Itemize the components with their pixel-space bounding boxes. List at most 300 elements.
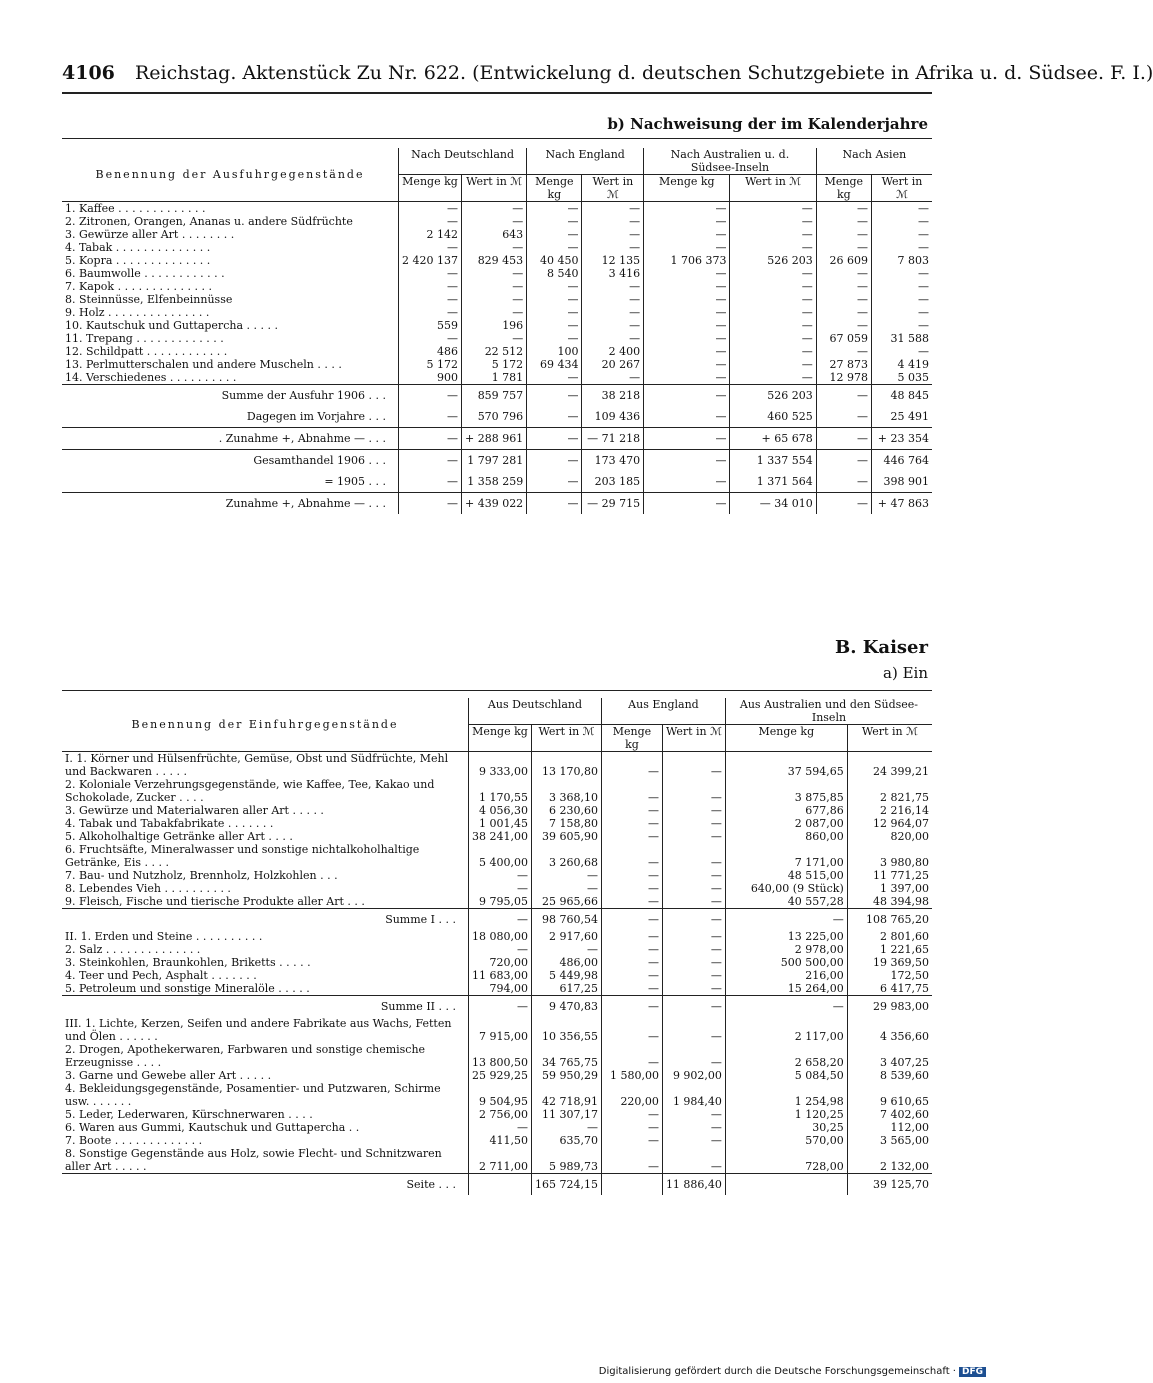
- cell-value: —: [601, 804, 662, 817]
- cell-value: —: [644, 293, 730, 306]
- table-row: [62, 267, 932, 280]
- summary-label: = 1905 . . .: [324, 475, 386, 488]
- row-label: 8. Steinnüsse, Elfenbeinnüsse: [65, 293, 233, 306]
- cell-value: 526 203: [730, 385, 816, 407]
- cell-value: —: [399, 406, 462, 428]
- cell-value: —: [582, 228, 644, 241]
- cell-value: 3 368,10: [531, 778, 601, 804]
- cell-value: —: [644, 202, 730, 216]
- table-row: [62, 228, 932, 241]
- summary-row: [62, 406, 932, 428]
- row-label: 13. Perlmutterschalen und andere Muscheln . . . .: [65, 358, 342, 371]
- value-subheader: Wert in ℳ: [531, 725, 601, 752]
- cell-value: —: [730, 345, 816, 358]
- cell-value: —: [872, 202, 933, 216]
- cell-value: 6 417,75: [847, 982, 932, 996]
- cell-value: 5 172: [461, 358, 526, 371]
- cell-value: —: [730, 358, 816, 371]
- cell-value: [725, 1174, 847, 1196]
- cell-value: 5 449,98: [531, 969, 601, 982]
- cell-value: 570,00: [725, 1134, 847, 1147]
- table-row: [62, 306, 932, 319]
- cell-value: 500 500,00: [725, 956, 847, 969]
- group-header: Nach Australien u. d. Südsee-Inseln: [644, 148, 817, 175]
- cell-value: 173 470: [582, 450, 644, 472]
- cell-value: —: [816, 406, 871, 428]
- cell-value: —: [872, 215, 933, 228]
- cell-value: 2 821,75: [847, 778, 932, 804]
- cell-value: 37 594,65: [725, 752, 847, 779]
- cell-value: —: [662, 882, 725, 895]
- row-label: 5. Kopra . . . . . . . . . . . . . .: [65, 254, 211, 267]
- cell-value: 900: [399, 371, 462, 385]
- cell-value: —: [461, 202, 526, 216]
- cell-value: —: [730, 267, 816, 280]
- cell-value: —: [527, 293, 582, 306]
- cell-value: 59 950,29: [531, 1069, 601, 1082]
- table-row: [62, 293, 932, 306]
- cell-value: —: [601, 1147, 662, 1174]
- cell-value: 460 525: [730, 406, 816, 428]
- cell-value: — 29 715: [582, 493, 644, 515]
- cell-value: —: [662, 909, 725, 931]
- row-label: 4. Tabak und Tabakfabrikate . . . . . . .: [65, 817, 274, 830]
- table-row: [62, 241, 932, 254]
- cell-value: —: [601, 943, 662, 956]
- cell-value: —: [601, 778, 662, 804]
- summary-row: [62, 996, 932, 1018]
- table-row: [62, 895, 932, 909]
- row-label: 8. Sonstige Gegenstände aus Holz, sowie Flecht- und Schnitzwaren aller Art . . . . .: [65, 1147, 442, 1173]
- cell-value: —: [527, 241, 582, 254]
- summary-row: [62, 471, 932, 493]
- cell-value: —: [730, 215, 816, 228]
- cell-value: —: [662, 1017, 725, 1043]
- table-row: [62, 1108, 932, 1121]
- cell-value: 40 557,28: [725, 895, 847, 909]
- cell-value: —: [531, 882, 601, 895]
- cell-value: 2 917,60: [531, 930, 601, 943]
- cell-value: —: [601, 1108, 662, 1121]
- cell-value: —: [872, 345, 933, 358]
- cell-value: 2 420 137: [399, 254, 462, 267]
- cell-value: —: [872, 319, 933, 332]
- table-row: [62, 869, 932, 882]
- cell-value: 31 588: [872, 332, 933, 345]
- summary-label: Summe der Ausfuhr 1906 . . .: [62, 385, 399, 407]
- cell-value: —: [662, 804, 725, 817]
- table-row: [62, 830, 932, 843]
- cell-value: —: [816, 471, 871, 493]
- cell-value: 67 059: [816, 332, 871, 345]
- cell-value: —: [872, 241, 933, 254]
- cell-value: 2 117,00: [725, 1017, 847, 1043]
- cell-value: —: [601, 982, 662, 996]
- cell-value: 203 185: [582, 471, 644, 493]
- cell-value: 7 171,00: [725, 843, 847, 869]
- cell-value: 1 984,40: [662, 1082, 725, 1108]
- cell-value: 570 796: [461, 406, 526, 428]
- cell-value: —: [601, 1017, 662, 1043]
- cell-value: —: [461, 306, 526, 319]
- cell-value: 9 470,83: [531, 996, 601, 1018]
- page-number: 4106: [62, 62, 115, 84]
- table-row: [62, 930, 932, 943]
- cell-value: —: [662, 1108, 725, 1121]
- cell-value: 2 711,00: [469, 1147, 532, 1174]
- cell-value: 100: [527, 345, 582, 358]
- value-subheader: Wert in ℳ: [730, 175, 816, 202]
- cell-value: —: [816, 280, 871, 293]
- row-label: 6. Baumwolle . . . . . . . . . . . .: [65, 267, 225, 280]
- cell-value: —: [662, 843, 725, 869]
- cell-value: 39 605,90: [531, 830, 601, 843]
- cell-value: —: [816, 202, 871, 216]
- cell-value: —: [399, 385, 462, 407]
- cell-value: —: [725, 996, 847, 1018]
- qty-subheader: Menge kg: [816, 175, 871, 202]
- cell-value: 8 540: [527, 267, 582, 280]
- cell-value: 720,00: [469, 956, 532, 969]
- cell-value: —: [399, 280, 462, 293]
- summary-row: [62, 909, 932, 931]
- cell-value: —: [601, 869, 662, 882]
- cell-value: 10 356,55: [531, 1017, 601, 1043]
- row-label: 5. Leder, Lederwaren, Kürschnerwaren . . . .: [65, 1108, 313, 1121]
- group-header: Aus Australien und den Südsee-Inseln: [725, 698, 932, 725]
- cell-value: —: [601, 930, 662, 943]
- cell-value: 794,00: [469, 982, 532, 996]
- cell-value: —: [399, 293, 462, 306]
- cell-value: 2 087,00: [725, 817, 847, 830]
- table-row: [62, 345, 932, 358]
- cell-value: —: [662, 1147, 725, 1174]
- table1-top-rule: [62, 138, 932, 139]
- cell-value: 4 056,30: [469, 804, 532, 817]
- cell-value: 5 400,00: [469, 843, 532, 869]
- cell-value: + 439 022: [461, 493, 526, 515]
- cell-value: 112,00: [847, 1121, 932, 1134]
- cell-value: —: [582, 280, 644, 293]
- row-label: 2. Salz . . . . . . . . . . . . . .: [65, 943, 201, 956]
- cell-value: —: [730, 306, 816, 319]
- cell-value: —: [527, 450, 582, 472]
- cell-value: —: [644, 371, 730, 385]
- cell-value: —: [816, 345, 871, 358]
- cell-value: —: [399, 215, 462, 228]
- cell-value: 40 450: [527, 254, 582, 267]
- cell-value: 677,86: [725, 804, 847, 817]
- cell-value: —: [527, 385, 582, 407]
- group-header: Nach England: [527, 148, 644, 175]
- cell-value: —: [662, 996, 725, 1018]
- cell-value: —: [816, 319, 871, 332]
- cell-value: —: [662, 869, 725, 882]
- cell-value: 11 683,00: [469, 969, 532, 982]
- cell-value: —: [531, 1121, 601, 1134]
- cell-value: —: [872, 306, 933, 319]
- cell-value: —: [469, 869, 532, 882]
- cell-value: —: [461, 280, 526, 293]
- row-label: 11. Trepang . . . . . . . . . . . . .: [65, 332, 224, 345]
- row-label: 3. Steinkohlen, Braunkohlen, Briketts . . . . .: [65, 956, 311, 969]
- table-row: [62, 280, 932, 293]
- table-row: [62, 371, 932, 385]
- cell-value: —: [527, 215, 582, 228]
- cell-value: —: [527, 228, 582, 241]
- cell-value: 172,50: [847, 969, 932, 982]
- row-label: 3. Gewürze aller Art . . . . . . . .: [65, 228, 235, 241]
- table-row: [62, 804, 932, 817]
- cell-value: 2 756,00: [469, 1108, 532, 1121]
- summary-label: Gesamthandel 1906 . . .: [62, 450, 399, 472]
- cell-value: —: [582, 306, 644, 319]
- cell-value: —: [601, 817, 662, 830]
- cell-value: —: [461, 267, 526, 280]
- cell-value: —: [399, 493, 462, 515]
- cell-value: —: [644, 471, 730, 493]
- cell-value: —: [582, 371, 644, 385]
- row-label: 3. Gewürze und Materialwaren aller Art . . . . .: [65, 804, 324, 817]
- cell-value: 98 760,54: [531, 909, 601, 931]
- row-label: 7. Bau- und Nutzholz, Brennholz, Holzkohlen . . .: [65, 869, 338, 882]
- summary-row: [62, 1174, 932, 1196]
- row-label: 14. Verschiedenes . . . . . . . . . .: [65, 371, 237, 384]
- table-row: [62, 215, 932, 228]
- cell-value: —: [816, 493, 871, 515]
- cell-value: —: [582, 241, 644, 254]
- cell-value: + 47 863: [872, 493, 933, 515]
- cell-value: —: [644, 345, 730, 358]
- col-header-name: Benennung der Einfuhrgegenstände: [62, 698, 469, 752]
- cell-value: —: [601, 843, 662, 869]
- cell-value: 9 333,00: [469, 752, 532, 779]
- row-label: 12. Schildpatt . . . . . . . . . . . .: [65, 345, 228, 358]
- cell-value: 1 337 554: [730, 450, 816, 472]
- footer-text: Digitalisierung gefördert durch die Deutsche Forschungsgemeinschaft ·: [598, 1366, 956, 1377]
- cell-value: 13 225,00: [725, 930, 847, 943]
- row-label: 9. Holz . . . . . . . . . . . . . . .: [65, 306, 210, 319]
- cell-value: 108 765,20: [847, 909, 932, 931]
- cell-value: 11 307,17: [531, 1108, 601, 1121]
- cell-value: —: [527, 493, 582, 515]
- group-header: Aus England: [601, 698, 725, 725]
- cell-value: —: [644, 228, 730, 241]
- cell-value: 196: [461, 319, 526, 332]
- cell-value: —: [582, 332, 644, 345]
- cell-value: —: [662, 1043, 725, 1069]
- cell-value: 4 356,60: [847, 1017, 932, 1043]
- table-row: [62, 943, 932, 956]
- cell-value: 11 771,25: [847, 869, 932, 882]
- cell-value: 34 765,75: [531, 1043, 601, 1069]
- row-label: 2. Koloniale Verzehrungsgegenstände, wie Kaffee, Tee, Kakao und Schokolade, Zucker . . . .: [65, 778, 435, 804]
- row-label: 4. Bekleidungsgegenstände, Posamentier- und Putzwaren, Schirme usw. . . . . . .: [65, 1082, 441, 1108]
- cell-value: 9 504,95: [469, 1082, 532, 1108]
- cell-value: —: [527, 306, 582, 319]
- cell-value: —: [816, 450, 871, 472]
- cell-value: 24 399,21: [847, 752, 932, 779]
- cell-value: 3 407,25: [847, 1043, 932, 1069]
- cell-value: 7 158,80: [531, 817, 601, 830]
- cell-value: 8 539,60: [847, 1069, 932, 1082]
- cell-value: —: [644, 493, 730, 515]
- table-row: [62, 358, 932, 371]
- cell-value: —: [816, 215, 871, 228]
- cell-value: 829 453: [461, 254, 526, 267]
- cell-value: 42 718,91: [531, 1082, 601, 1108]
- cell-value: —: [730, 241, 816, 254]
- cell-value: —: [469, 943, 532, 956]
- cell-value: 820,00: [847, 830, 932, 843]
- cell-value: —: [662, 895, 725, 909]
- cell-value: —: [399, 306, 462, 319]
- page-title: Reichstag. Aktenstück Zu Nr. 622. (Entwickelung d. deutschen Schutzgebiete in Afrika u. d. Südsee. F. I.): [134, 62, 1153, 84]
- cell-value: —: [644, 280, 730, 293]
- cell-value: —: [662, 943, 725, 956]
- cell-value: 559: [399, 319, 462, 332]
- cell-value: —: [582, 202, 644, 216]
- cell-value: —: [816, 267, 871, 280]
- summary-label: . Zunahme +, Abnahme — . . .: [62, 428, 399, 450]
- cell-value: —: [662, 969, 725, 982]
- table1-subtitle: b) Nachweisung der im Kalenderjahre: [607, 115, 928, 133]
- cell-value: —: [469, 882, 532, 895]
- row-label: 5. Alkoholhaltige Getränke aller Art . . . .: [65, 830, 293, 843]
- row-label: 6. Fruchtsäfte, Mineralwasser und sonstige nichtalkoholhaltige Getränke, Eis . . . .: [65, 843, 420, 869]
- cell-value: —: [662, 956, 725, 969]
- cell-value: —: [730, 332, 816, 345]
- summary-label: Zunahme +, Abnahme — . . .: [62, 493, 399, 515]
- cell-value: —: [469, 909, 532, 931]
- footer: [599, 1366, 986, 1377]
- cell-value: —: [730, 280, 816, 293]
- cell-value: 15 264,00: [725, 982, 847, 996]
- cell-value: 1 580,00: [601, 1069, 662, 1082]
- cell-value: 2 801,60: [847, 930, 932, 943]
- header-rule: [62, 92, 932, 94]
- cell-value: —: [461, 241, 526, 254]
- cell-value: —: [527, 471, 582, 493]
- row-label: 8. Lebendes Vieh . . . . . . . . . .: [65, 882, 231, 895]
- section-b-subtitle: a) Ein: [883, 664, 928, 682]
- cell-value: —: [461, 215, 526, 228]
- cell-value: —: [601, 882, 662, 895]
- cell-value: —: [644, 319, 730, 332]
- cell-value: —: [469, 996, 532, 1018]
- cell-value: 1 001,45: [469, 817, 532, 830]
- cell-value: —: [601, 996, 662, 1018]
- cell-value: —: [662, 830, 725, 843]
- cell-value: 526 203: [730, 254, 816, 267]
- value-subheader: Wert in ℳ: [662, 725, 725, 752]
- cell-value: —: [582, 319, 644, 332]
- cell-value: —: [527, 319, 582, 332]
- cell-value: —: [399, 332, 462, 345]
- cell-value: —: [601, 1043, 662, 1069]
- cell-value: 48 394,98: [847, 895, 932, 909]
- cell-value: —: [816, 428, 871, 450]
- section-b-title: B. Kaiser: [835, 637, 928, 658]
- cell-value: 1 397,00: [847, 882, 932, 895]
- cell-value: 4 419: [872, 358, 933, 371]
- cell-value: —: [816, 241, 871, 254]
- cell-value: — 34 010: [730, 493, 816, 515]
- cell-value: —: [872, 267, 933, 280]
- cell-value: —: [527, 280, 582, 293]
- summary-label: Dagegen im Vorjahre . . .: [246, 410, 386, 423]
- cell-value: 2 978,00: [725, 943, 847, 956]
- cell-value: 216,00: [725, 969, 847, 982]
- cell-value: —: [644, 332, 730, 345]
- table-row: [62, 882, 932, 895]
- cell-value: —: [730, 202, 816, 216]
- table-row: [62, 817, 932, 830]
- cell-value: —: [644, 267, 730, 280]
- cell-value: 1 797 281: [461, 450, 526, 472]
- table-row: [62, 1017, 932, 1043]
- cell-value: —: [601, 752, 662, 779]
- qty-subheader: Menge kg: [527, 175, 582, 202]
- cell-value: —: [461, 332, 526, 345]
- row-label: 2. Drogen, Apothekerwaren, Farbwaren und sonstige chemische Erzeugnisse . . . .: [65, 1043, 426, 1069]
- cell-value: 1 170,55: [469, 778, 532, 804]
- row-label: 7. Boote . . . . . . . . . . . . .: [65, 1134, 203, 1147]
- cell-value: 165 724,15: [531, 1174, 601, 1196]
- cell-value: 1 358 259: [461, 471, 526, 493]
- cell-value: —: [644, 406, 730, 428]
- summary-row: [62, 428, 932, 450]
- cell-value: 3 875,85: [725, 778, 847, 804]
- cell-value: 109 436: [582, 406, 644, 428]
- cell-value: —: [399, 428, 462, 450]
- cell-value: 38 241,00: [469, 830, 532, 843]
- qty-subheader: Menge kg: [469, 725, 532, 752]
- table-row: [62, 1082, 932, 1108]
- cell-value: 12 978: [816, 371, 871, 385]
- cell-value: 617,25: [531, 982, 601, 996]
- cell-value: —: [399, 471, 462, 493]
- row-label: 3. Garne und Gewebe aller Art . . . . .: [65, 1069, 272, 1082]
- value-subheader: Wert in ℳ: [872, 175, 933, 202]
- table-row: [62, 332, 932, 345]
- cell-value: —: [399, 450, 462, 472]
- cell-value: —: [527, 406, 582, 428]
- row-label: 4. Tabak . . . . . . . . . . . . . .: [65, 241, 211, 254]
- cell-value: —: [527, 371, 582, 385]
- group-header: Nach Asien: [816, 148, 932, 175]
- cell-value: 25 965,66: [531, 895, 601, 909]
- cell-value: [601, 1174, 662, 1196]
- cell-value: —: [399, 241, 462, 254]
- value-subheader: Wert in ℳ: [582, 175, 644, 202]
- cell-value: 20 267: [582, 358, 644, 371]
- cell-value: 7 915,00: [469, 1017, 532, 1043]
- cell-value: —: [399, 202, 462, 216]
- row-label: 5. Petroleum und sonstige Mineralöle . . . . .: [65, 982, 310, 995]
- cell-value: 860,00: [725, 830, 847, 843]
- cell-value: 2 142: [399, 228, 462, 241]
- cell-value: —: [644, 428, 730, 450]
- cell-value: —: [662, 930, 725, 943]
- cell-value: —: [644, 358, 730, 371]
- cell-value: 13 170,80: [531, 752, 601, 779]
- cell-value: —: [662, 817, 725, 830]
- cell-value: + 288 961: [461, 428, 526, 450]
- cell-value: 9 902,00: [662, 1069, 725, 1082]
- dfg-logo: DFG: [959, 1367, 986, 1377]
- cell-value: + 23 354: [872, 428, 933, 450]
